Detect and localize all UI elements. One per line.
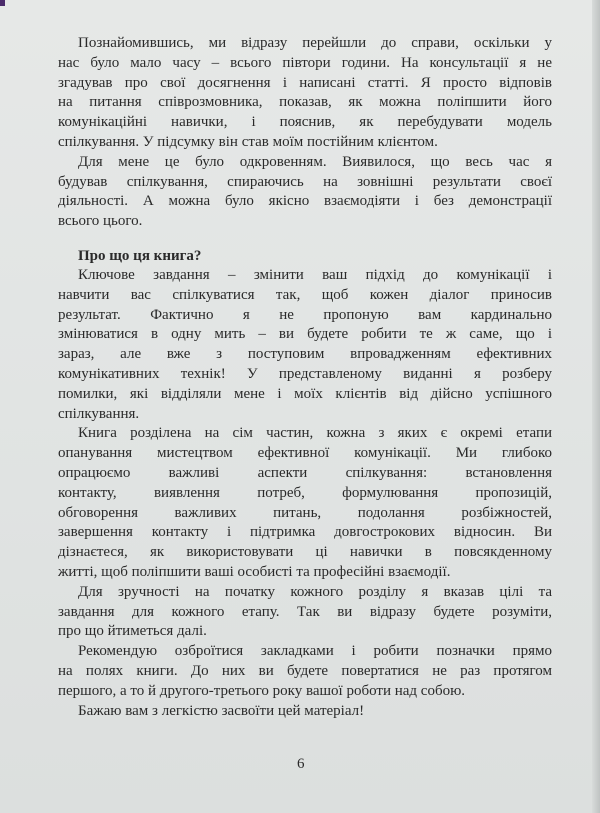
text-line: навчити вас спілкуватися так, щоб кожен діалог приносив xyxy=(58,286,552,303)
text-line: завершення контакту і підтримка довгострокових відносин. Ви xyxy=(58,524,552,541)
text-line: діяльності. А можна було якісно взаємодіяти і без демонстрації xyxy=(58,193,552,210)
paragraph xyxy=(58,642,552,701)
paragraph xyxy=(58,34,552,153)
text-line: Ключове завдання – змінити ваш підхід до комунікації і xyxy=(78,266,552,283)
text-line: опрацюємо важливі аспекти спілкування: встановлення xyxy=(58,464,552,481)
text-line: всього цього. xyxy=(58,213,143,230)
paragraph xyxy=(58,424,552,582)
section-heading: Про що ця книга? xyxy=(78,247,202,264)
text-line: комунікаційні навички, і пояснив, як перебудувати модель xyxy=(58,114,552,131)
text-line: Бажаю вам з легкістю засвоїти цей матеріал! xyxy=(78,702,365,719)
paragraph xyxy=(58,583,552,642)
text-line: контакту, виявлення потреб, формулювання пропозицій, xyxy=(58,484,552,501)
text-line: Рекомендую озброїтися закладками і робити позначки прямо xyxy=(78,643,552,660)
text-line: дізнаєтеся, як використовувати ці навички в повсякденному xyxy=(58,544,552,561)
text-line: обговорення важливих питань, подолання розбіжностей, xyxy=(58,504,552,521)
page-text xyxy=(58,34,552,721)
paragraph xyxy=(58,702,552,722)
text-line: Познайомившись, ми відразу перейшли до справи, оскільки у xyxy=(78,35,552,51)
text-line: на питання співрозмовника, показав, як можна поліпшити його xyxy=(58,94,552,111)
text-line: комунікативних технік! У представленому виданні я розберу xyxy=(58,365,552,382)
text-line: Книга розділена на сім частин, кожна з яких є окремі етапи xyxy=(78,425,552,442)
page-number: 6 xyxy=(297,756,305,772)
text-line: житті, щоб поліпшити ваші особисті та професійні взаємодії. xyxy=(58,563,451,580)
text-line: спілкування. У підсумку він став моїм постійним клієнтом. xyxy=(58,133,438,150)
text-line: опанування мистецтвом ефективної комунікації. Ми глибоко xyxy=(58,445,552,462)
text-line: помилки, які відділяли мене і моїх клієнтів від дійсно успішного xyxy=(58,385,552,402)
text-line: спілкування. xyxy=(58,405,140,422)
text-line: Для мене це було одкровенням. Виявилося, що весь час я xyxy=(78,153,552,170)
text-line: Для зручності на початку кожного розділу я вказав цілі та xyxy=(78,583,552,600)
text-line: першого, а то й другого-третього року вашої роботи над собою. xyxy=(58,682,466,699)
text-line: згадував про свої досягнення і написані статті. Я просто відповів xyxy=(58,74,552,91)
text-line: будував спілкування, спираючись на зовнішні результати своєї xyxy=(58,173,552,190)
text-line: нас було мало часу – всього півтори години. На консультації я не xyxy=(58,54,552,71)
purple-page-corner xyxy=(0,0,5,6)
text-line: на полях книги. До них ви будете повертатися не раз протягом xyxy=(58,662,552,679)
text-line: зараз, але вже з поступовим впровадженням ефективних xyxy=(58,346,552,363)
text-line: завдання для кожного етапу. Так ви відразу будете розуміти, xyxy=(58,603,552,620)
text-line: про що йтиметься далі. xyxy=(58,623,207,640)
paragraph xyxy=(58,153,552,232)
text-line: результат. Фактично я не пропоную вам кардинально xyxy=(58,306,552,323)
paragraph xyxy=(58,266,552,424)
page-edge-shadow xyxy=(592,0,600,813)
text-line: змінюватися в одну мить – ви будете робити те ж саме, що і xyxy=(58,326,552,343)
